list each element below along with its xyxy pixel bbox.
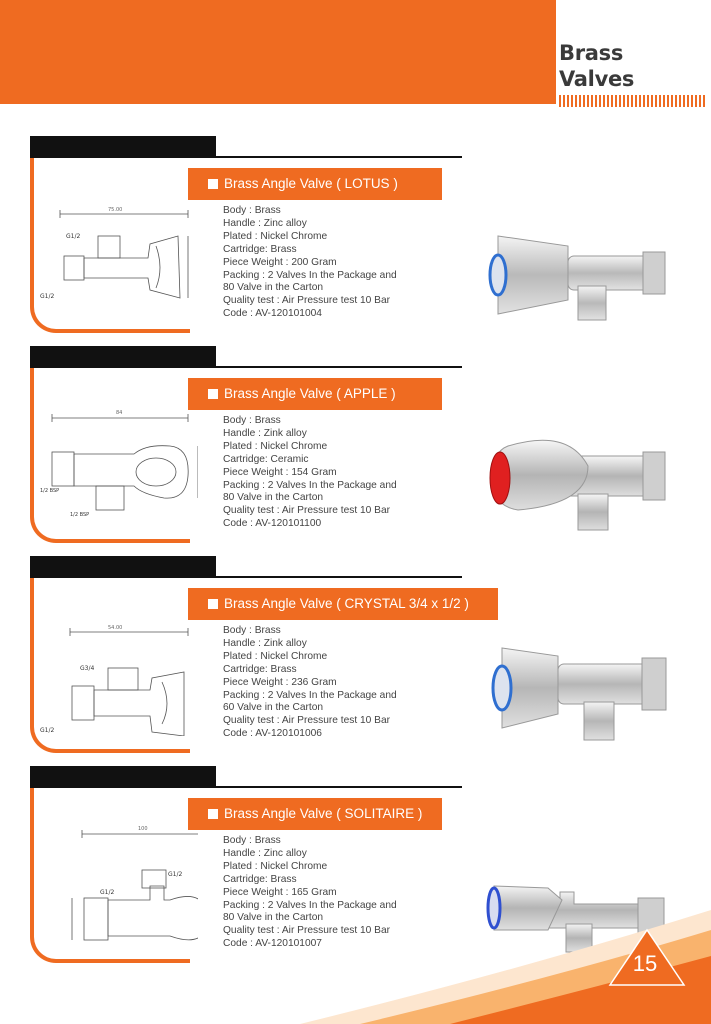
product-section-crystal xyxy=(0,556,711,761)
spec-line: Body : Brass xyxy=(223,835,281,846)
product-title: Brass Angle Valve ( CRYSTAL 3/4 x 1/2 ) xyxy=(224,596,469,611)
spec-line: Quality test : Air Pressure test 10 Bar xyxy=(223,715,391,727)
spec-line: Piece Weight : 200 Gram xyxy=(223,256,337,268)
spec-line: Body : Brass xyxy=(223,415,281,426)
square-bullet-icon xyxy=(208,599,218,609)
spec-line: Cartridge: Brass xyxy=(223,243,297,255)
spec-line: Quality test : Air Pressure test 10 Bar xyxy=(223,295,391,307)
spec-line: Quality test : Air Pressure test 10 Bar xyxy=(223,505,391,517)
technical-drawing xyxy=(38,796,198,946)
spec-line: Handle : Zink alloy xyxy=(223,427,307,439)
section-tab xyxy=(30,766,216,788)
drawing-label-left: G1/2 xyxy=(100,889,115,896)
square-bullet-icon xyxy=(208,179,218,189)
product-section-apple xyxy=(0,346,711,551)
product-section-lotus xyxy=(0,136,711,341)
spec-line: Code : AV-120101004 xyxy=(223,308,322,320)
title-stripes xyxy=(559,95,707,107)
spec-line: 80 Valve in the Carton xyxy=(223,912,324,924)
spec-line: Code : AV-120101007 xyxy=(223,938,322,950)
spec-line: Packing : 2 Valves In the Package and xyxy=(223,689,397,701)
section-tab xyxy=(30,346,216,368)
drawing-label-top: G1/2 xyxy=(66,233,81,240)
section-rule xyxy=(216,576,462,578)
product-title-bar xyxy=(188,378,442,410)
section-rule xyxy=(216,786,462,788)
section-rule xyxy=(216,156,462,158)
drawing-label-bottom: 1/2 BSP xyxy=(70,512,90,518)
svg-text:54.00: 54.00 xyxy=(108,625,123,631)
spec-line: Handle : Zink alloy xyxy=(223,637,307,649)
product-title: Brass Angle Valve ( APPLE ) xyxy=(224,386,396,401)
spec-line: Handle : Zinc alloy xyxy=(223,217,307,229)
section-rule xyxy=(216,366,462,368)
spec-line: Cartridge: Brass xyxy=(223,663,297,675)
drawing-label-bottom: G1/2 xyxy=(40,293,55,300)
spec-line: Handle : Zinc alloy xyxy=(223,847,307,859)
section-tab xyxy=(30,556,216,578)
valve-photo-lotus xyxy=(478,196,678,326)
product-title-bar xyxy=(188,588,498,620)
svg-text:84: 84 xyxy=(116,410,123,416)
product-title: Brass Angle Valve ( SOLITAIRE ) xyxy=(224,806,423,821)
section-tab xyxy=(30,136,216,158)
spec-line: Quality test : Air Pressure test 10 Bar xyxy=(223,925,391,937)
valve-photo-crystal xyxy=(478,616,678,746)
spec-line: 80 Valve in the Carton xyxy=(223,492,324,504)
spec-line: Piece Weight : 165 Gram xyxy=(223,886,337,898)
product-title-bar xyxy=(188,798,442,830)
spec-line: Packing : 2 Valves In the Package and xyxy=(223,899,397,911)
spec-line: Body : Brass xyxy=(223,205,281,216)
technical-drawing xyxy=(38,166,198,316)
page-number: 15 xyxy=(632,951,658,976)
spec-line: Cartridge: Ceramic xyxy=(223,453,309,465)
product-title: Brass Angle Valve ( LOTUS ) xyxy=(224,176,398,191)
title-line-1: Brass xyxy=(559,41,624,65)
spec-line: Plated : Nickel Chrome xyxy=(223,230,328,242)
svg-text:75.00: 75.00 xyxy=(108,207,123,213)
spec-line: Plated : Nickel Chrome xyxy=(223,440,328,452)
product-specs xyxy=(223,205,413,321)
drawing-label-top: G1/2 xyxy=(168,871,183,878)
spec-line: Code : AV-120101006 xyxy=(223,728,322,740)
page-title xyxy=(559,40,707,107)
title-line-2: Valves xyxy=(559,67,635,91)
spec-line: Packing : 2 Valves In the Package and xyxy=(223,269,397,281)
spec-line: Plated : Nickel Chrome xyxy=(223,860,328,872)
product-specs xyxy=(223,625,413,741)
square-bullet-icon xyxy=(208,809,218,819)
spec-line: Piece Weight : 236 Gram xyxy=(223,676,337,688)
technical-drawing xyxy=(38,586,198,736)
drawing-label-bottom: G1/2 xyxy=(40,727,55,734)
spec-line: Body : Brass xyxy=(223,625,281,636)
spec-line: Code : AV-120101100 xyxy=(223,518,322,530)
spec-line: 60 Valve in the Carton xyxy=(223,702,324,714)
spec-line: Cartridge: Brass xyxy=(223,873,297,885)
product-title-bar xyxy=(188,168,442,200)
spec-line: 80 Valve in the Carton xyxy=(223,282,324,294)
spec-line: Plated : Nickel Chrome xyxy=(223,650,328,662)
square-bullet-icon xyxy=(208,389,218,399)
top-banner xyxy=(0,0,556,104)
valve-photo-apple xyxy=(478,406,678,536)
svg-text:100: 100 xyxy=(138,826,148,832)
technical-drawing xyxy=(38,376,198,526)
spec-line: Piece Weight : 154 Gram xyxy=(223,466,337,478)
spec-line: Packing : 2 Valves In the Package and xyxy=(223,479,397,491)
drawing-label-left: 1/2 BSP xyxy=(40,488,60,494)
drawing-label-top: G3/4 xyxy=(80,665,95,672)
product-specs xyxy=(223,415,413,531)
